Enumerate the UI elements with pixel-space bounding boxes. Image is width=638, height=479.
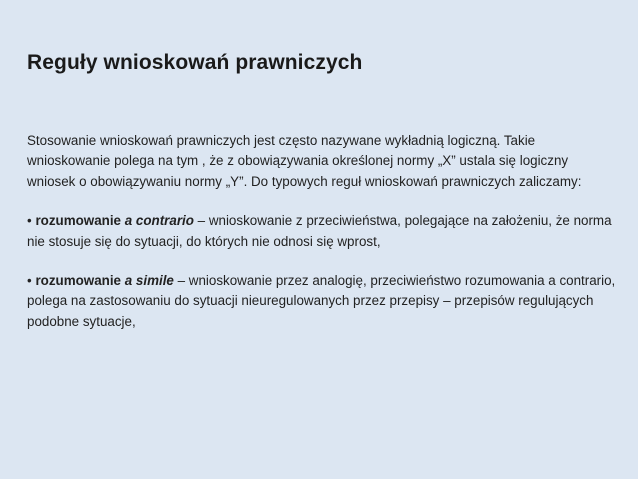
rule-description: – wnioskowanie przez analogię, przeciwieństwo rozumowania a contrario, polega na zastosowaniu do sytuacji nieuregulowanych przez przepisy – przepisów regulujących podobne sytuacje, xyxy=(27,273,616,329)
intro-paragraph: Stosowanie wnioskowań prawniczych jest często nazywane wykładnią logiczną. Takie wnioskowanie polega na tym , że z obowiązywania określonej normy „X” ustala się logiczny wniosek o obowiązywaniu normy „Y”. Do typowych reguł wnioskowań prawniczych zaliczamy: xyxy=(27,133,582,189)
rule-term-latin: a contrario xyxy=(124,213,194,229)
slide-body xyxy=(27,131,617,351)
rule-description: – wnioskowanie z przeciwieństwa, polegające na założeniu, że norma nie stosuje się do sytuacji, do których nie odnosi się wprost, xyxy=(27,213,612,249)
bullet: • xyxy=(27,213,32,229)
rule-term: rozumowanie xyxy=(35,273,121,289)
rule-term: rozumowanie xyxy=(35,213,121,229)
rule-item-a-simile xyxy=(27,271,617,332)
rule-item-a-contrario xyxy=(27,211,617,252)
bullet: • xyxy=(27,273,32,289)
rule-term-latin: a simile xyxy=(124,273,174,289)
slide-title: Reguły wnioskowań prawniczych xyxy=(27,51,363,74)
